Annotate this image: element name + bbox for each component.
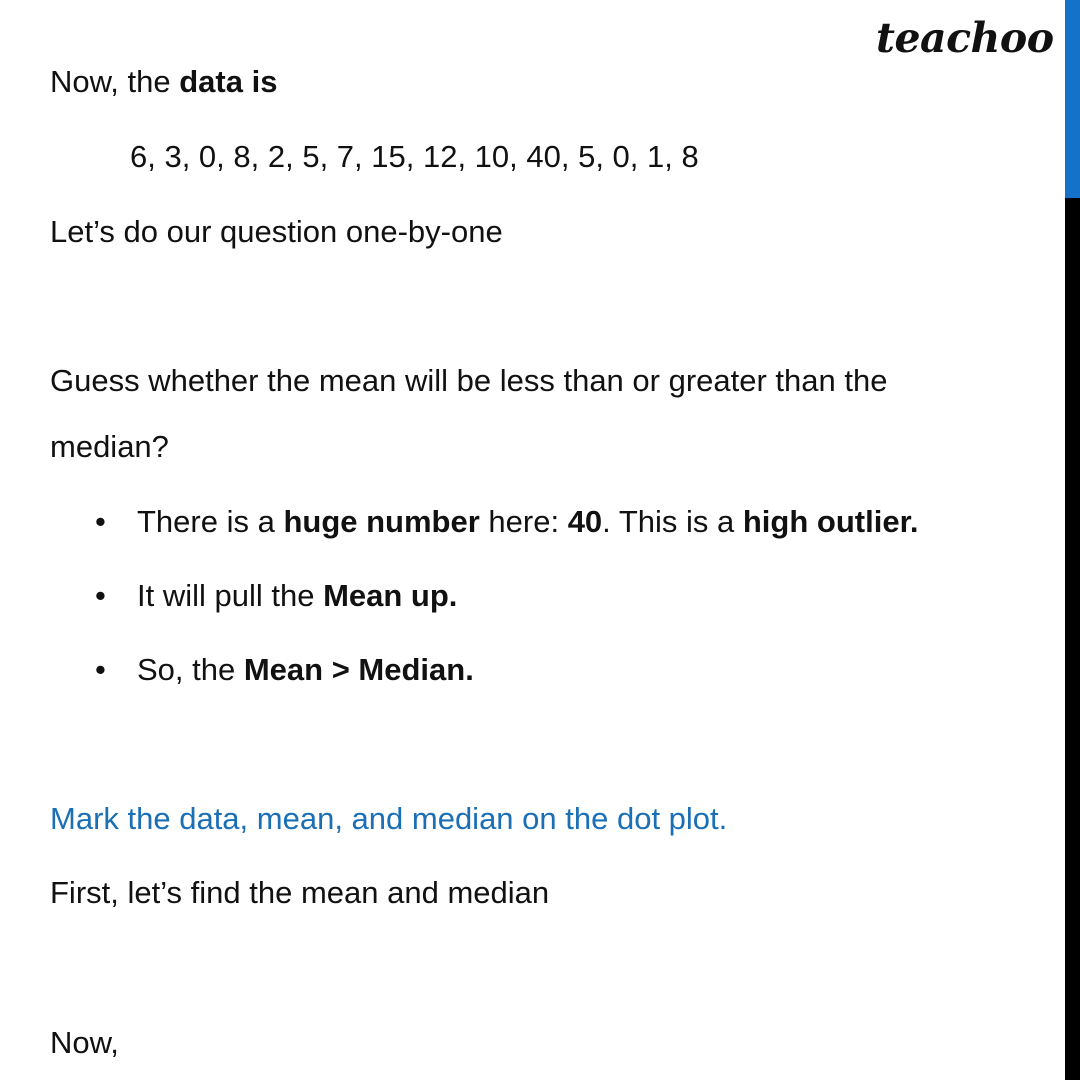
bullet-mean-up — [137, 578, 457, 614]
bullet-icon: • — [95, 578, 106, 613]
task-heading: Mark the data, mean, and median on the dot plot. — [50, 801, 728, 836]
bullet-conclusion — [137, 652, 474, 688]
first-step-text: First, let’s find the mean and median — [50, 875, 550, 910]
intro-bold: data is — [179, 64, 278, 99]
bullet-text: It will pull the — [137, 578, 324, 613]
scrollbar[interactable] — [1065, 0, 1080, 1080]
intro-line — [50, 64, 277, 100]
bullet-icon: • — [95, 504, 106, 539]
bullet-bold: high outlier. — [742, 504, 919, 539]
bullet-text: . This is a — [602, 504, 743, 539]
bullet-icon: • — [95, 652, 106, 687]
data-values: 6, 3, 0, 8, 2, 5, 7, 15, 12, 10, 40, 5, 0, 1, 8 — [130, 139, 699, 174]
bullet-bold: Mean > Median. — [243, 652, 474, 687]
bullet-text: There is a — [137, 504, 284, 539]
now-text: Now, — [50, 1025, 119, 1060]
intro-prefix: Now, the — [50, 64, 180, 99]
bullet-bold: huge number — [283, 504, 480, 539]
bullet-outlier — [137, 504, 919, 540]
step-text: Let’s do our question one-by-one — [50, 214, 503, 249]
bullet-text: here: — [479, 504, 568, 539]
bullet-bold: Mean up. — [323, 578, 458, 613]
scrollbar-thumb[interactable] — [1065, 0, 1080, 198]
question-line-2: median? — [50, 429, 169, 464]
bullet-bold: 40 — [567, 504, 603, 539]
bullet-text: So, the — [137, 652, 244, 687]
question-line-1: Guess whether the mean will be less than or greater than the — [50, 363, 888, 398]
teachoo-logo: teachoo — [876, 14, 1054, 62]
